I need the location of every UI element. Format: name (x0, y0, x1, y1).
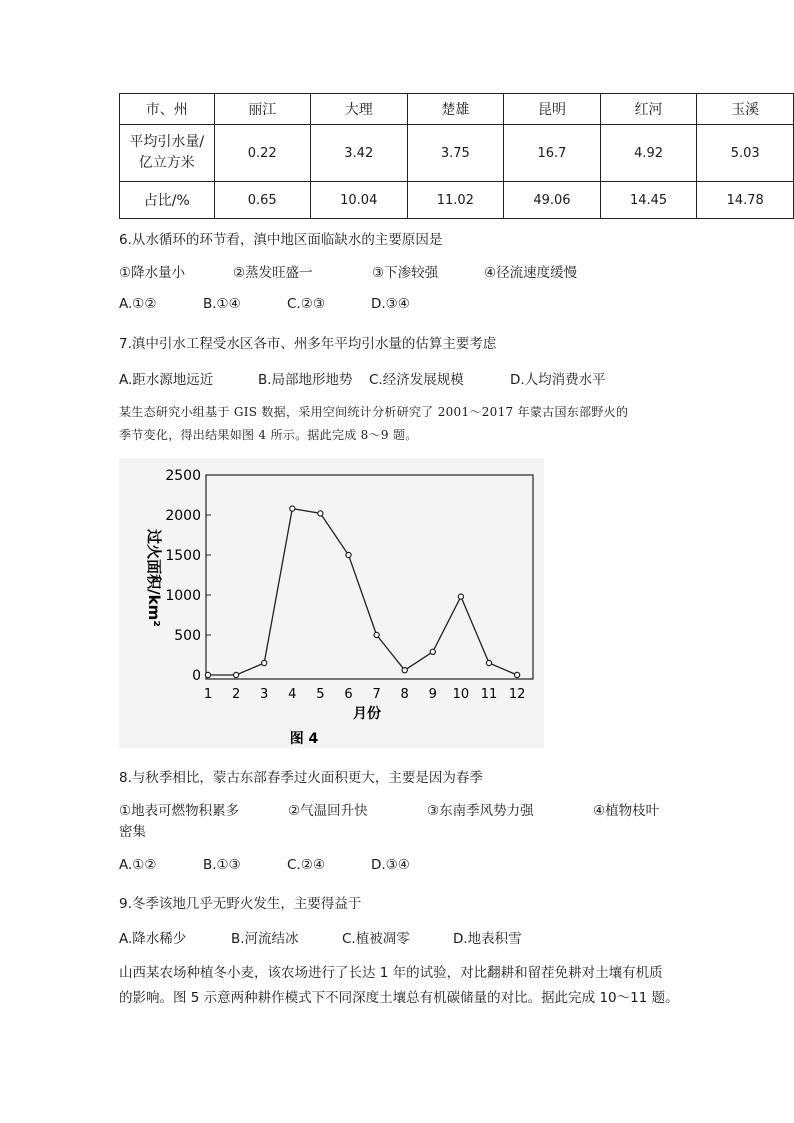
x-tick-label: 12 (508, 687, 526, 702)
x-tick-label: 10 (452, 687, 470, 702)
table-row (120, 125, 794, 182)
answer-choice: D.地表积雪 (453, 931, 522, 947)
x-tick-label: 1 (203, 687, 213, 702)
data-point (346, 552, 351, 557)
data-point (262, 660, 267, 665)
answer-choice: C.②③ (287, 296, 325, 312)
table-header-cell: 玉溪 (697, 94, 794, 125)
table-cell: 11.02 (407, 182, 504, 219)
data-point (234, 672, 239, 677)
data-point (430, 649, 435, 654)
option-item: ③东南季风势力强 (427, 803, 534, 819)
table-cell: 0.65 (214, 182, 310, 219)
answer-choice: A.降水稀少 (119, 931, 187, 947)
answer-choice: B.①④ (203, 296, 241, 312)
question-9-choices (119, 927, 522, 947)
data-point (205, 672, 210, 677)
y-tick-label: 1000 (165, 588, 201, 604)
table-header-cell: 楚雄 (407, 94, 504, 125)
data-point (515, 672, 520, 677)
water-diversion-table (119, 93, 794, 219)
x-tick-label: 9 (428, 687, 437, 702)
intro-paragraph-line: 山西某农场种植冬小麦，该农场进行了长达 1 年的试验，对比翻耕和留茬免耕对土壤有机质 (119, 965, 663, 981)
row-label-line: 亿立方米 (138, 155, 195, 171)
y-tick-label: 2000 (165, 508, 201, 524)
y-tick-label: 2500 (165, 468, 201, 484)
table-row-label: 占比/% (120, 182, 215, 219)
data-point (402, 668, 407, 673)
option-item: ④植物枝叶 (593, 803, 660, 819)
x-tick-label: 6 (344, 687, 353, 702)
x-tick-label: 4 (288, 687, 297, 702)
question-6-stem: 6.从水循环的环节看，滇中地区面临缺水的主要原因是 (119, 232, 443, 248)
figure-4-wildfire-chart (119, 458, 544, 748)
data-point (486, 660, 491, 665)
question-6-choices (119, 296, 410, 312)
question-8-choices (119, 857, 410, 873)
x-tick-label: 2 (231, 687, 241, 702)
y-axis-ticks (165, 468, 211, 684)
intro-paragraph-line: 季节变化，得出结果如图 4 所示。据此完成 8～9 题。 (119, 428, 418, 442)
y-tick-label: 500 (174, 628, 201, 644)
x-axis-ticks (204, 687, 526, 702)
question-7-stem: 7.滇中引水工程受水区各市、州多年平均引水量的估算主要考虑 (119, 336, 497, 352)
question-6-items (119, 261, 577, 281)
table-cell: 14.78 (697, 182, 794, 219)
question-8-stem: 8.与秋季相比，蒙古东部春季过火面积更大，主要是因为春季 (119, 770, 483, 786)
answer-choice: C.经济发展规模 (369, 372, 464, 388)
answer-choice: C.植被凋零 (342, 931, 410, 947)
table-cell: 0.22 (214, 125, 310, 182)
y-tick-label: 1500 (165, 548, 201, 564)
answer-choice: C.②④ (287, 857, 325, 873)
y-axis-label: 过火面积/km² (145, 529, 163, 627)
y-tick-label: 0 (192, 668, 201, 684)
answer-choice: A.①② (119, 296, 157, 312)
answer-choice: D.③④ (371, 857, 410, 873)
figure-caption: 图 4 (289, 731, 319, 747)
table-header-row (120, 94, 794, 125)
table-header-cell: 昆明 (504, 94, 601, 125)
table-cell: 10.04 (310, 182, 407, 219)
x-tick-label: 3 (260, 687, 269, 702)
intro-paragraph-line: 的影响。图 5 示意两种耕作模式下不同深度土壤总有机碳储量的对比。据此完成 10～11 题。 (119, 990, 679, 1006)
option-item: ①降水量小 (119, 265, 186, 281)
data-point (290, 506, 295, 511)
chart-svg (119, 458, 544, 748)
table-cell: 4.92 (600, 125, 697, 182)
table-header-cell: 红河 (600, 94, 697, 125)
table-cell: 49.06 (504, 182, 601, 219)
table-header-cell: 大理 (310, 94, 407, 125)
answer-choice: B.局部地形地势 (258, 372, 353, 388)
table-cell: 3.75 (407, 125, 504, 182)
data-point (318, 511, 323, 516)
answer-choice: B.①③ (203, 857, 241, 873)
x-tick-label: 8 (400, 687, 409, 702)
x-tick-label: 7 (372, 687, 381, 702)
data-point (458, 594, 463, 599)
plot-frame (206, 475, 533, 679)
x-tick-label: 5 (316, 687, 325, 702)
question-7-choices (119, 368, 606, 388)
answer-choice: D.人均消费水平 (510, 372, 606, 388)
option-item: ②气温回升快 (288, 803, 368, 819)
answer-choice: B.河流结冰 (231, 931, 299, 947)
option-item: ④径流速度缓慢 (484, 265, 578, 281)
option-item: ②蒸发旺盛一 (233, 265, 313, 281)
option-item-continued: 密集 (119, 824, 146, 840)
table-cell: 14.45 (600, 182, 697, 219)
table-header-cell: 市、州 (120, 94, 215, 125)
answer-choice: A.距水源地远近 (119, 372, 214, 388)
table-row-label (120, 125, 215, 182)
option-item: ③下渗较强 (372, 265, 439, 281)
series-line (208, 509, 517, 675)
question-8-items (119, 799, 659, 819)
table-row (120, 182, 794, 219)
table-cell: 16.7 (504, 125, 601, 182)
table-header-cell: 丽江 (214, 94, 310, 125)
option-item: ①地表可燃物积累多 (119, 803, 240, 819)
x-axis-label: 月份 (353, 706, 381, 722)
answer-choice: D.③④ (371, 296, 410, 312)
x-tick-label: 11 (480, 687, 498, 702)
table-cell: 3.42 (310, 125, 407, 182)
series-points (205, 506, 519, 678)
intro-paragraph-line: 某生态研究小组基于 GIS 数据，采用空间统计分析研究了 2001～2017 年蒙古国东部野火的 (119, 405, 629, 419)
data-point (374, 632, 379, 637)
row-label-line: 平均引水量/ (129, 134, 205, 150)
table-cell: 5.03 (697, 125, 794, 182)
answer-choice: A.①② (119, 857, 157, 873)
question-9-stem: 9.冬季该地几乎无野火发生，主要得益于 (119, 896, 362, 912)
